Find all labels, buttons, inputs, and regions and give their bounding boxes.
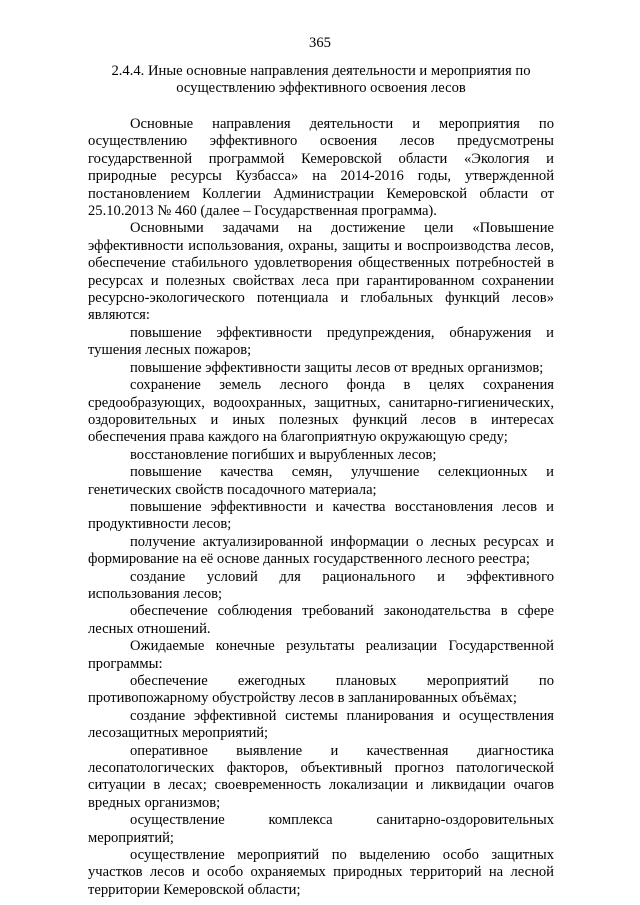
paragraph: получение актуализированной информации о лесных ресурсах и формирование на её основе данных государственного лесного реестра; <box>88 533 554 568</box>
paragraph: обеспечение ежегодных плановых мероприятий по противопожарному обустройству лесов в запланированных объёмах; <box>88 673 554 707</box>
paragraph: Основные направления деятельности и мероприятия по осуществлению эффективного освоения лесов предусмотрены государственной программой Кемеровской области «Экология и природные ресурсы Кузбасса» на 2014-2016 годы, утвержденной постановлением Коллегии Администрации Кемеровской области от 25.10.2013 № 460 (далее – Государственная программа). <box>88 116 554 220</box>
section-heading: 2.4.4. Иные основные направления деятельности и мероприятия по осуществлению эффективного освоения лесов <box>111 63 531 97</box>
paragraph: создание условий для рационального и эффективного использования лесов; <box>88 568 554 602</box>
paragraph: повышение эффективности предупреждения, обнаружения и тушения лесных пожаров; <box>88 324 554 359</box>
paragraph: повышение эффективности и качества восстановления лесов и продуктивности лесов; <box>88 498 554 533</box>
paragraph: Ожидаемые конечные результаты реализации Государственной программы: <box>88 638 554 672</box>
paragraph: осуществление комплекса санитарно-оздоровительных мероприятий; <box>88 812 554 846</box>
page-number: 365 <box>309 35 331 51</box>
paragraph: сохранение земель лесного фонда в целях сохранения средообразующих, водоохранных, защитных, санитарно-гигиенических, оздоровительных и иных полезных функций лесов в интересах обеспечения права каждого на благоприятную окружающую среду; <box>88 377 554 446</box>
paragraph: повышение качества семян, улучшение селекционных и генетических свойств посадочного материала; <box>88 464 554 498</box>
paragraph: оперативное выявление и качественная диагностика лесопатологических факторов, объективный прогноз патологической ситуации в лесах; своевременность локализации и ликвидации очагов вредных организмов; <box>88 742 554 811</box>
paragraph: Основными задачами на достижение цели «Повышение эффективности использования, охраны, защиты и воспроизводства лесов, обеспечение стабильного удовлетворения общественных потребностей в ресурсах и полезных свойствах леса при гарантированном сохранении ресурсно-экологического потенциала и глобальных функций лесов» являются: <box>88 220 554 324</box>
paragraph: осуществление мероприятий по выделению особо защитных участков лесов и особо охраняемых природных территорий на лесной территории Кемеровской области; <box>88 847 554 898</box>
paragraph: создание эффективной системы планирования и осуществления лесозащитных мероприятий; <box>88 707 554 742</box>
document-body <box>88 116 554 899</box>
paragraph: обеспечение соблюдения требований законодательства в сфере лесных отношений. <box>88 603 554 637</box>
paragraph: восстановление погибших и вырубленных лесов; <box>130 446 437 463</box>
paragraph: повышение эффективности защиты лесов от вредных организмов; <box>130 359 544 376</box>
